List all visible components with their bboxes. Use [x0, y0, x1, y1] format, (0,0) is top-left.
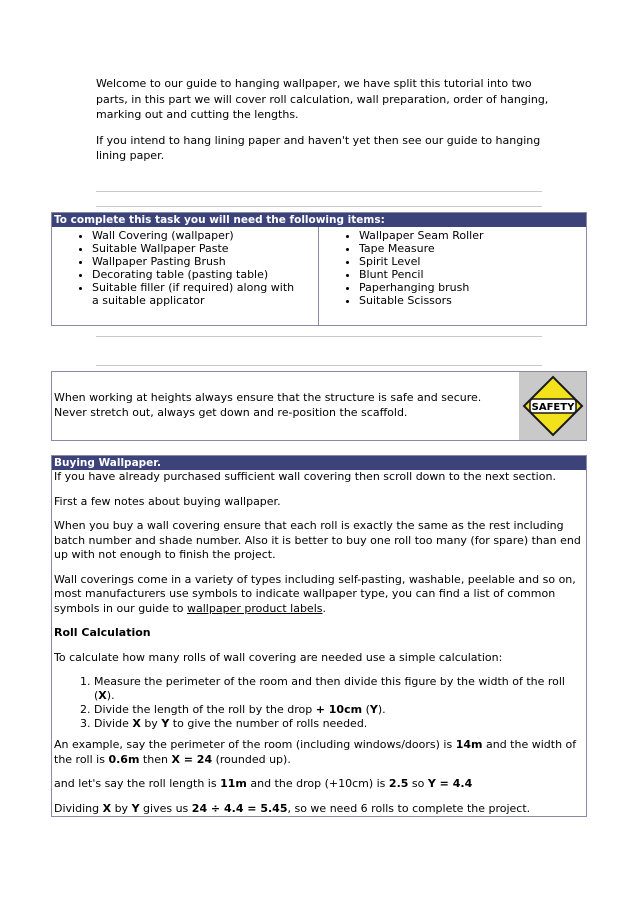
buying-paragraph-4: Wall coverings come in a variety of types including self-pasting, washable, peelable and so on, most manufacturers use symbols to indicate wallpaper type, you can find a list of common symbols in our guide to wallpaper product labels. [54, 572, 576, 615]
list-item: • Blunt Pencil [359, 268, 586, 281]
items-left-column [52, 227, 319, 326]
list-item: • Suitable Wallpaper Paste [92, 242, 318, 255]
roll-calculation-heading: Roll Calculation [54, 626, 151, 639]
safety-text: When working at heights always ensure that the structure is safe and secure. Never stretch out, always get down and re-position the scaffold. [54, 391, 482, 419]
wallpaper-labels-link[interactable]: wallpaper product labels [187, 601, 323, 615]
buying-body [52, 470, 586, 820]
items-columns [52, 227, 586, 326]
items-box [51, 212, 587, 326]
list-item: • Paperhanging brush [359, 281, 586, 294]
example-paragraph-2: and let's say the roll length is 11m and the drop (+10cm) is 2.5 so Y = 4.4 [54, 777, 473, 790]
list-item: • Wallpaper Seam Roller [359, 229, 586, 242]
list-item: 3. Divide X by Y to give the number of rolls needed. [94, 717, 584, 731]
list-item: • Suitable Scissors [359, 294, 586, 307]
buying-paragraph-2: First a few notes about buying wallpaper. [54, 494, 281, 508]
list-item: 1. Measure the perimeter of the room and then divide this figure by the width of the roll (X). [94, 675, 584, 703]
divider [96, 206, 542, 207]
calculation-steps [54, 675, 584, 731]
safety-sign-image [519, 372, 586, 440]
safety-sign-icon [522, 375, 584, 437]
divider [96, 365, 542, 366]
buying-heading: Buying Wallpaper. [52, 456, 586, 470]
safety-sign-label: SAFETY [531, 402, 574, 413]
buying-paragraph-5: To calculate how many rolls of wall covering are needed use a simple calculation: [54, 650, 503, 664]
list-item: • Suitable filler (if required) along with a suitable applicator [92, 281, 318, 307]
intro-paragraph-1: Welcome to our guide to hanging wallpaper, we have split this tutorial into two parts, in this part we will cover roll calculation, wall preparation, order of hanging, marking out and cutting the lengths. [96, 77, 549, 121]
list-item: • Tape Measure [359, 242, 586, 255]
safety-box [51, 371, 587, 441]
items-right-column [319, 227, 586, 326]
list-item: • Spirit Level [359, 255, 586, 268]
items-right-list [319, 229, 586, 307]
buying-paragraph-3: When you buy a wall covering ensure that each roll is exactly the same as the rest including batch number and shade number. Also it is better to buy one roll too many (for spare) than end up with not enough to finish the project. [54, 519, 581, 561]
list-item: • Wallpaper Pasting Brush [92, 255, 318, 268]
example-paragraph-3: Dividing X by Y gives us 24 ÷ 4.4 = 5.45, so we need 6 rolls to complete the project. [54, 801, 531, 815]
divider [96, 191, 542, 192]
divider [96, 336, 542, 337]
buying-box [51, 455, 587, 817]
list-item: • Decorating table (pasting table) [92, 268, 318, 281]
buying-paragraph-1: If you have already purchased sufficient wall covering then scroll down to the next section. [54, 470, 556, 483]
list-item: 2. Divide the length of the roll by the drop + 10cm (Y). [94, 703, 584, 717]
items-box-heading: To complete this task you will need the following items: [52, 213, 586, 227]
intro-paragraph-2: If you intend to hang lining paper and haven't yet then see our guide to hanging lining paper. [96, 133, 541, 162]
intro-section [96, 76, 552, 174]
list-item: • Wall Covering (wallpaper) [92, 229, 318, 242]
example-paragraph-1: An example, say the perimeter of the room (including windows/doors) is 14m and the width of the roll is 0.6m then X = 24 (rounded up). [54, 738, 577, 766]
items-left-list [52, 229, 318, 307]
